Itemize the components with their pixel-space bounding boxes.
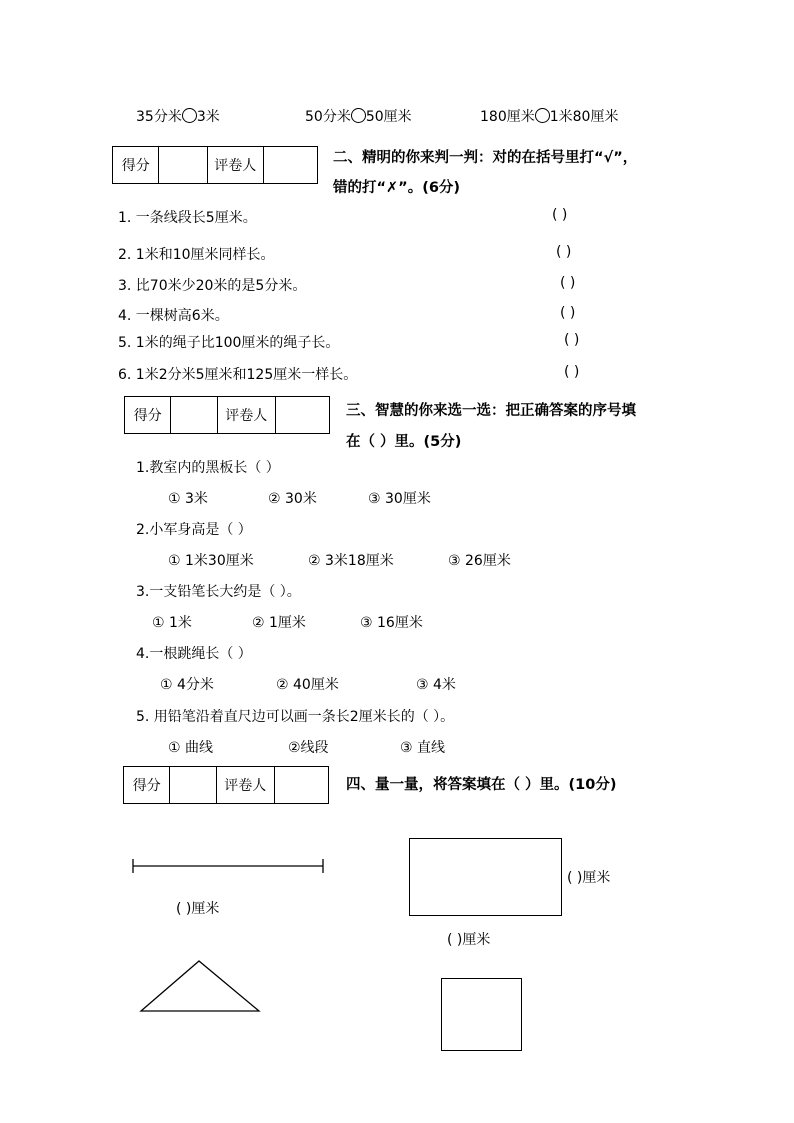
choice-q5-opt2[interactable]: ②线段 — [288, 740, 329, 756]
section3-title-1: 三、智慧的你来选一选：把正确答案的序号填 — [346, 403, 636, 419]
judge-paren-3[interactable]: ( ) — [560, 275, 576, 291]
score-box-4 — [123, 766, 329, 804]
grader-label: 评卷人 — [216, 767, 274, 804]
choice-q4: 4.一根跳绳长（ ） — [136, 646, 252, 662]
judge-paren-6[interactable]: ( ) — [564, 364, 580, 380]
compare-2: 50分米 50厘米 — [305, 109, 412, 125]
choice-q3-opt3[interactable]: ③ 16厘米 — [360, 615, 423, 631]
section2-title-1: 二、精明的你来判一判：对的在括号里打“√”， — [333, 150, 638, 166]
rectangle-bottom-answer[interactable]: ( )厘米 — [447, 932, 491, 948]
section3-title-2: 在（ ）里。(5分) — [346, 434, 462, 450]
section4-title: 四、量一量，将答案填在（ ）里。(10分) — [346, 777, 617, 793]
score-label: 得分 — [124, 767, 170, 804]
compare-1: 35分米 3米 — [136, 109, 220, 125]
choice-q2-opt2[interactable]: ② 3米18厘米 — [308, 553, 394, 569]
choice-q2-opt3[interactable]: ③ 26厘米 — [448, 553, 511, 569]
choice-q3: 3.一支铅笔长大约是（ ）。 — [136, 584, 301, 600]
score-cell[interactable] — [170, 767, 216, 804]
judge-paren-2[interactable]: ( ) — [556, 244, 572, 260]
line-answer[interactable]: ( )厘米 — [176, 901, 220, 917]
choice-q2-opt1[interactable]: ① 1米30厘米 — [168, 553, 254, 569]
line-segment — [128, 856, 328, 876]
choice-q3-opt2[interactable]: ② 1厘米 — [252, 615, 306, 631]
compare-3: 180厘米 1米80厘米 — [480, 109, 619, 125]
choice-q1-opt2[interactable]: ② 30米 — [268, 491, 317, 507]
judge-item-4: 4. 一棵树高6米。 — [118, 308, 229, 324]
judge-item-1: 1. 一条线段长5厘米。 — [118, 210, 257, 226]
score-cell[interactable] — [159, 147, 207, 184]
choice-q2: 2.小军身高是（ ） — [136, 522, 252, 538]
score-box-3 — [124, 396, 330, 434]
judge-item-2: 2. 1米和10厘米同样长。 — [118, 247, 275, 263]
score-box-2 — [112, 146, 318, 184]
judge-paren-4[interactable]: ( ) — [560, 305, 576, 321]
choice-q4-opt2[interactable]: ② 40厘米 — [276, 677, 339, 693]
judge-item-3: 3. 比70米少20米的是5分米。 — [118, 278, 307, 294]
score-label: 得分 — [125, 397, 171, 434]
choice-q5: 5. 用铅笔沿着直尺边可以画一条长2厘米长的（ ）。 — [136, 709, 455, 725]
score-label: 得分 — [113, 147, 159, 184]
compare-circle-3[interactable] — [535, 108, 550, 123]
choice-q1-opt1[interactable]: ① 3米 — [168, 491, 208, 507]
choice-q1: 1.教室内的黑板长（ ） — [136, 460, 280, 476]
choice-q4-opt1[interactable]: ① 4分米 — [160, 677, 214, 693]
choice-q3-opt1[interactable]: ① 1米 — [152, 615, 192, 631]
choice-q1-opt3[interactable]: ③ 30厘米 — [368, 491, 431, 507]
choice-q5-opt1[interactable]: ① 曲线 — [168, 740, 214, 756]
compare-circle-1[interactable] — [182, 108, 197, 123]
grader-label: 评卷人 — [207, 147, 263, 184]
grader-cell[interactable] — [263, 147, 317, 184]
choice-q4-opt3[interactable]: ③ 4米 — [416, 677, 456, 693]
grader-label: 评卷人 — [217, 397, 275, 434]
choice-q5-opt3[interactable]: ③ 直线 — [400, 740, 446, 756]
grader-cell[interactable] — [275, 397, 329, 434]
rectangle-side-answer[interactable]: ( )厘米 — [567, 870, 611, 886]
judge-paren-5[interactable]: ( ) — [564, 332, 580, 348]
grader-cell[interactable] — [274, 767, 328, 804]
section2-title-2: 错的打“✗”。(6分) — [333, 180, 461, 196]
triangle-figure — [138, 958, 262, 1014]
square-figure — [441, 978, 522, 1051]
rectangle-figure — [409, 838, 562, 916]
judge-item-6: 6. 1米2分米5厘米和125厘米一样长。 — [118, 367, 358, 383]
judge-paren-1[interactable]: ( ) — [552, 207, 568, 223]
compare-circle-2[interactable] — [351, 108, 366, 123]
score-cell[interactable] — [171, 397, 217, 434]
judge-item-5: 5. 1米的绳子比100厘米的绳子长。 — [118, 335, 340, 351]
